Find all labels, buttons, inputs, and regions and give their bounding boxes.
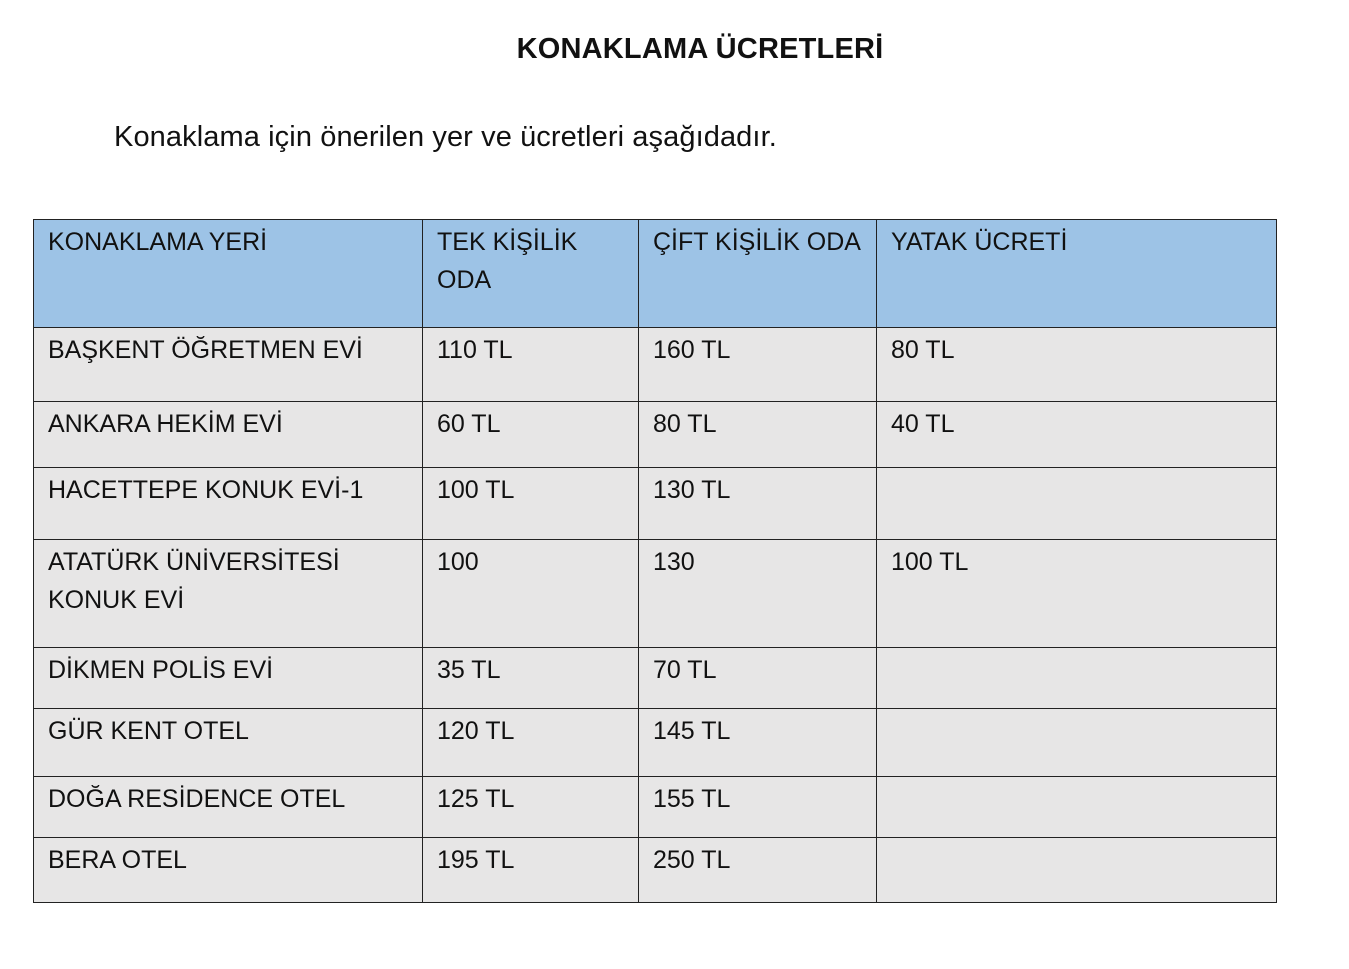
table-row — [34, 402, 1277, 468]
cell-double-room: 130 TL — [639, 468, 877, 540]
rates-table — [33, 219, 1277, 903]
cell-accommodation: DİKMEN POLİS EVİ — [34, 648, 423, 709]
cell-bed-price — [877, 838, 1277, 903]
table-row — [34, 468, 1277, 540]
cell-single-room: 100 TL — [423, 468, 639, 540]
cell-double-room: 145 TL — [639, 709, 877, 777]
cell-single-room: 125 TL — [423, 777, 639, 838]
cell-bed-price — [877, 468, 1277, 540]
cell-accommodation: GÜR KENT OTEL — [34, 709, 423, 777]
cell-accommodation: HACETTEPE KONUK EVİ-1 — [34, 468, 423, 540]
table-row — [34, 838, 1277, 903]
cell-double-room: 160 TL — [639, 328, 877, 402]
table-row — [34, 777, 1277, 838]
table-row — [34, 540, 1277, 648]
cell-double-room: 70 TL — [639, 648, 877, 709]
intro-text: Konaklama için önerilen yer ve ücretleri aşağıdadır. — [114, 121, 777, 153]
cell-single-room: 120 TL — [423, 709, 639, 777]
document-title: KONAKLAMA ÜCRETLERİ — [516, 33, 884, 65]
cell-single-room: 195 TL — [423, 838, 639, 903]
cell-double-room: 130 — [639, 540, 877, 648]
header-single-room: TEK KİŞİLİK ODA — [423, 220, 639, 328]
cell-bed-price — [877, 777, 1277, 838]
cell-single-room: 110 TL — [423, 328, 639, 402]
header-accommodation: KONAKLAMA YERİ — [34, 220, 423, 328]
header-bed-price: YATAK ÜCRETİ — [877, 220, 1277, 328]
cell-single-room: 100 — [423, 540, 639, 648]
cell-single-room: 35 TL — [423, 648, 639, 709]
cell-bed-price: 100 TL — [877, 540, 1277, 648]
cell-accommodation: ATATÜRK ÜNİVERSİTESİ KONUK EVİ — [34, 540, 423, 648]
cell-single-room: 60 TL — [423, 402, 639, 468]
table-row — [34, 328, 1277, 402]
header-double-room: ÇİFT KİŞİLİK ODA — [639, 220, 877, 328]
table-header-row — [34, 220, 1277, 328]
cell-double-room: 250 TL — [639, 838, 877, 903]
cell-accommodation: BAŞKENT ÖĞRETMEN EVİ — [34, 328, 423, 402]
cell-bed-price — [877, 709, 1277, 777]
cell-double-room: 80 TL — [639, 402, 877, 468]
cell-bed-price: 40 TL — [877, 402, 1277, 468]
cell-accommodation: ANKARA HEKİM EVİ — [34, 402, 423, 468]
cell-accommodation: BERA OTEL — [34, 838, 423, 903]
cell-double-room: 155 TL — [639, 777, 877, 838]
cell-accommodation: DOĞA RESİDENCE OTEL — [34, 777, 423, 838]
cell-bed-price: 80 TL — [877, 328, 1277, 402]
table-row — [34, 709, 1277, 777]
table-row — [34, 648, 1277, 709]
cell-bed-price — [877, 648, 1277, 709]
